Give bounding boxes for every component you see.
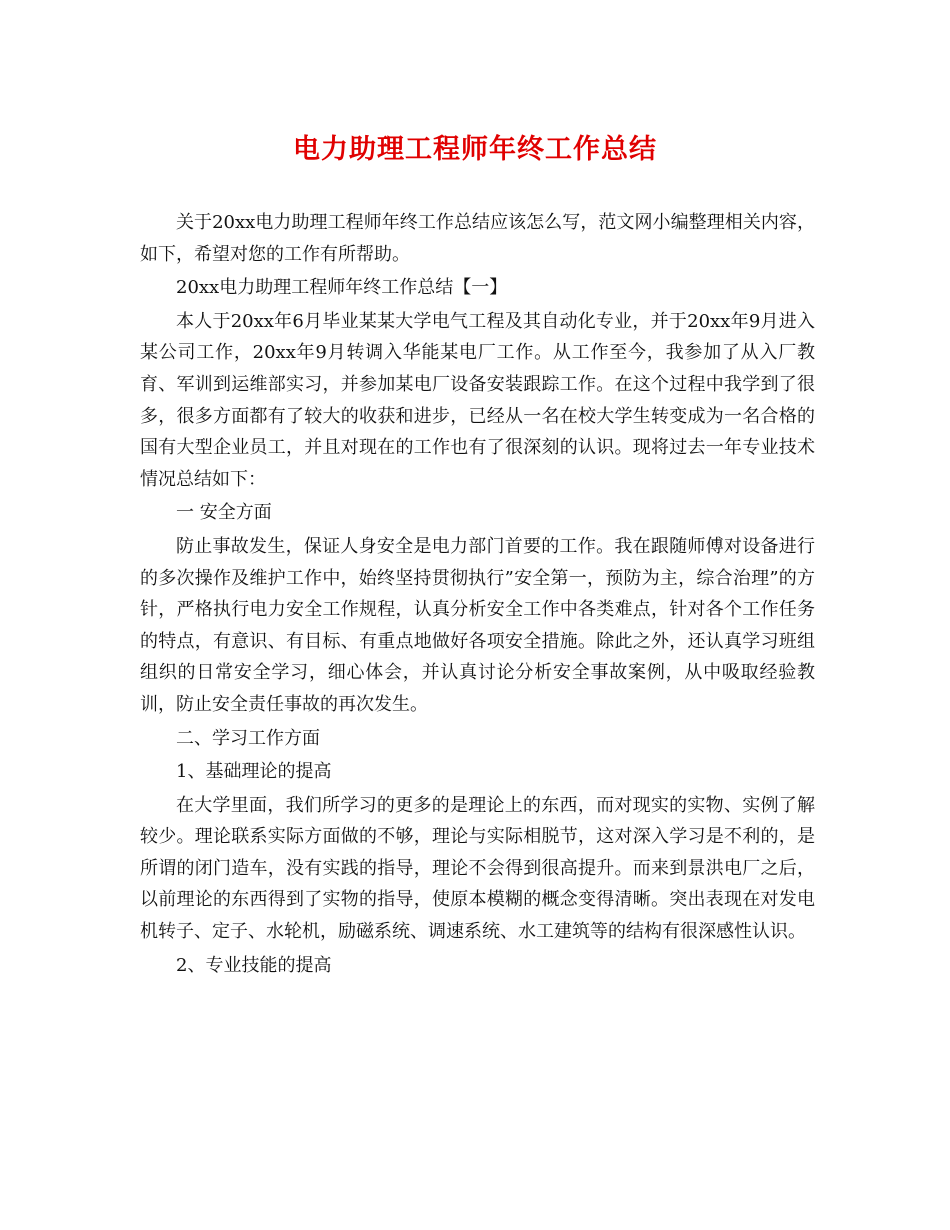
- skills-subheading: 2、专业技能的提高: [176, 954, 332, 976]
- safety-paragraph: 防止事故发生，保证人身安全是电力部门首要的工作。我在跟随师傅对设备进行的多次操作及维护工作中，始终坚持贯彻执行”安全第一，预防为主，综合治理”的方针，严格执行电力安全工作规程，认真分析安全工作中各类难点，针对各个工作任务的特点，有意识、有目标、有重点地做好各项安全措施。除此之外，还认真学习班组组织的日常安全学习，细心体会，并认真讨论分析安全事故案例，从中吸取经验教训，防止安全责任事故的再次发生。: [140, 535, 815, 715]
- theory-paragraph: 在大学里面，我们所学习的更多的是理论上的东西，而对现实的实物、实例了解较少。理论联系实际方面做的不够，理论与实际相脱节，这对深入学习是不利的，是所谓的闭门造车，没有实践的指导，理论不会得到很高提升。而来到景洪电厂之后，以前理论的东西得到了实物的指导，使原本模糊的概念变得清晰。突出表现在对发电机转子、定子、水轮机，励磁系统、调速系统、水工建筑等的结构有很深感性认识。: [140, 794, 815, 943]
- document-title: 电力助理工程师年终工作总结: [293, 134, 657, 165]
- safety-heading: 一 安全方面: [176, 502, 272, 524]
- study-heading: 二、学习工作方面: [176, 727, 320, 749]
- intro-paragraph: 关于20xx电力助理工程师年终工作总结应该怎么写，范文网小编整理相关内容，如下，希望对您的工作有所帮助。: [140, 212, 815, 265]
- section-heading-one: 20xx电力助理工程师年终工作总结【一】: [176, 277, 508, 299]
- document-body: [140, 207, 815, 981]
- theory-subheading: 1、基础理论的提高: [176, 761, 332, 783]
- background-paragraph: 本人于20xx年6月毕业某某大学电气工程及其自动化专业，并于20xx年9月进入某公司工作，20xx年9月转调入华能某电厂工作。从工作至今，我参加了从入厂教育、军训到运维部实习，并参加某电厂设备安装跟踪工作。在这个过程中我学到了很多，很多方面都有了较大的收获和进步，已经从一名在校大学生转变成为一名合格的国有大型企业员工，并且对现在的工作也有了很深刻的认识。现将过去一年专业技术情况总结如下：: [140, 310, 815, 490]
